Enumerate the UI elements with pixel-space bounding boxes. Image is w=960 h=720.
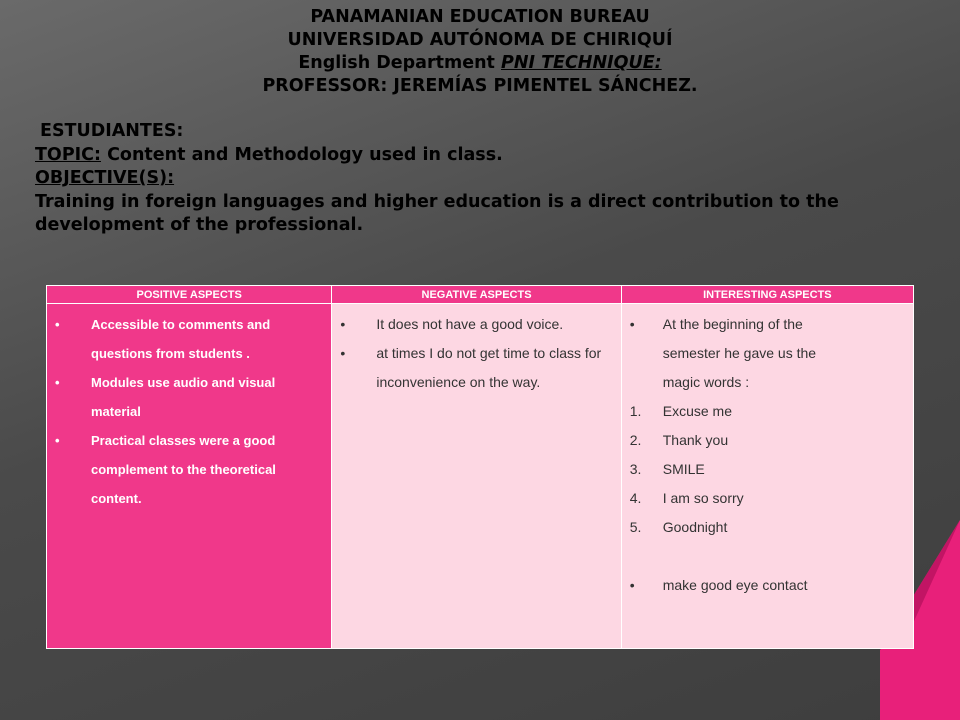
- item-number: 1.: [629, 403, 642, 419]
- list-item: [332, 310, 620, 339]
- list-item: [47, 368, 331, 426]
- header-technique: PNI TECHNIQUE:: [501, 53, 662, 73]
- positive-item-3: Practical classes were a good complement to the theoretical content.: [91, 433, 276, 506]
- magic-word-5: Goodnight: [662, 519, 728, 535]
- header-bureau: PANAMANIAN EDUCATION BUREAU: [310, 7, 650, 27]
- list-item: [47, 426, 331, 513]
- header-negative: NEGATIVE ASPECTS: [332, 286, 621, 304]
- numbered-item: [622, 484, 913, 513]
- header-professor: PROFESSOR: JEREMÍAS PIMENTEL SÁNCHEZ.: [262, 76, 698, 96]
- list-item: [622, 571, 913, 600]
- bullet-icon: •: [629, 577, 635, 593]
- header-university: UNIVERSIDAD AUTÓNOMA DE CHIRIQUÍ: [287, 30, 673, 50]
- negative-item-1: It does not have a good voice.: [376, 316, 564, 332]
- list-item: [622, 310, 913, 339]
- objective-label: OBJECTIVE(S):: [35, 168, 175, 188]
- interesting-intro-line: magic words :: [662, 374, 750, 390]
- interesting-intro-line: semester he gave us the: [662, 345, 817, 361]
- table-row: [47, 304, 914, 649]
- positive-item-2: Modules use audio and visual material: [91, 375, 276, 419]
- header-department-text: English Department: [298, 53, 501, 73]
- list-item: [47, 310, 331, 368]
- document-header: [0, 6, 960, 98]
- spacer: [622, 542, 913, 571]
- list-item: [332, 339, 620, 397]
- interesting-intro-1: At the beginning of the: [662, 316, 803, 332]
- objective-text: Training in foreign languages and higher education is a direct contribution to the development of the professional.: [35, 191, 839, 235]
- bullet-icon: •: [55, 375, 60, 390]
- item-number: 3.: [629, 461, 642, 477]
- item-number: 5.: [629, 519, 642, 535]
- negative-cell: [332, 304, 621, 649]
- pni-table: [46, 285, 914, 649]
- topic-label: TOPIC:: [35, 144, 101, 165]
- bullet-icon: •: [55, 433, 60, 448]
- table-header-row: [47, 286, 914, 304]
- magic-word-2: Thank you: [662, 432, 729, 448]
- bullet-icon: •: [340, 345, 346, 361]
- bullet-icon: •: [629, 316, 635, 332]
- interesting-last: make good eye contact: [662, 577, 808, 593]
- item-number: 2.: [629, 432, 642, 448]
- bullet-icon: •: [340, 316, 346, 332]
- item-number: 4.: [629, 490, 642, 506]
- numbered-item: [622, 455, 913, 484]
- topic-line: [35, 144, 940, 168]
- numbered-item: [622, 397, 913, 426]
- positive-item-1: Accessible to comments and questions from students .: [91, 317, 271, 361]
- topic-text: Content and Methodology used in class.: [101, 144, 503, 165]
- interesting-cell: [621, 304, 913, 649]
- header-department: [0, 52, 960, 75]
- header-positive: POSITIVE ASPECTS: [47, 286, 332, 304]
- header-interesting: INTERESTING ASPECTS: [621, 286, 913, 304]
- negative-item-2: at times I do not get time to class for inconvenience on the way.: [376, 345, 602, 390]
- students-label: ESTUDIANTES:: [40, 121, 184, 141]
- numbered-item: [622, 426, 913, 455]
- magic-word-3: SMILE: [662, 461, 705, 477]
- info-block: [35, 120, 940, 238]
- numbered-item: [622, 513, 913, 542]
- bullet-icon: •: [55, 317, 60, 332]
- magic-word-4: I am so sorry: [662, 490, 744, 506]
- positive-cell: [47, 304, 332, 649]
- magic-word-1: Excuse me: [662, 403, 732, 419]
